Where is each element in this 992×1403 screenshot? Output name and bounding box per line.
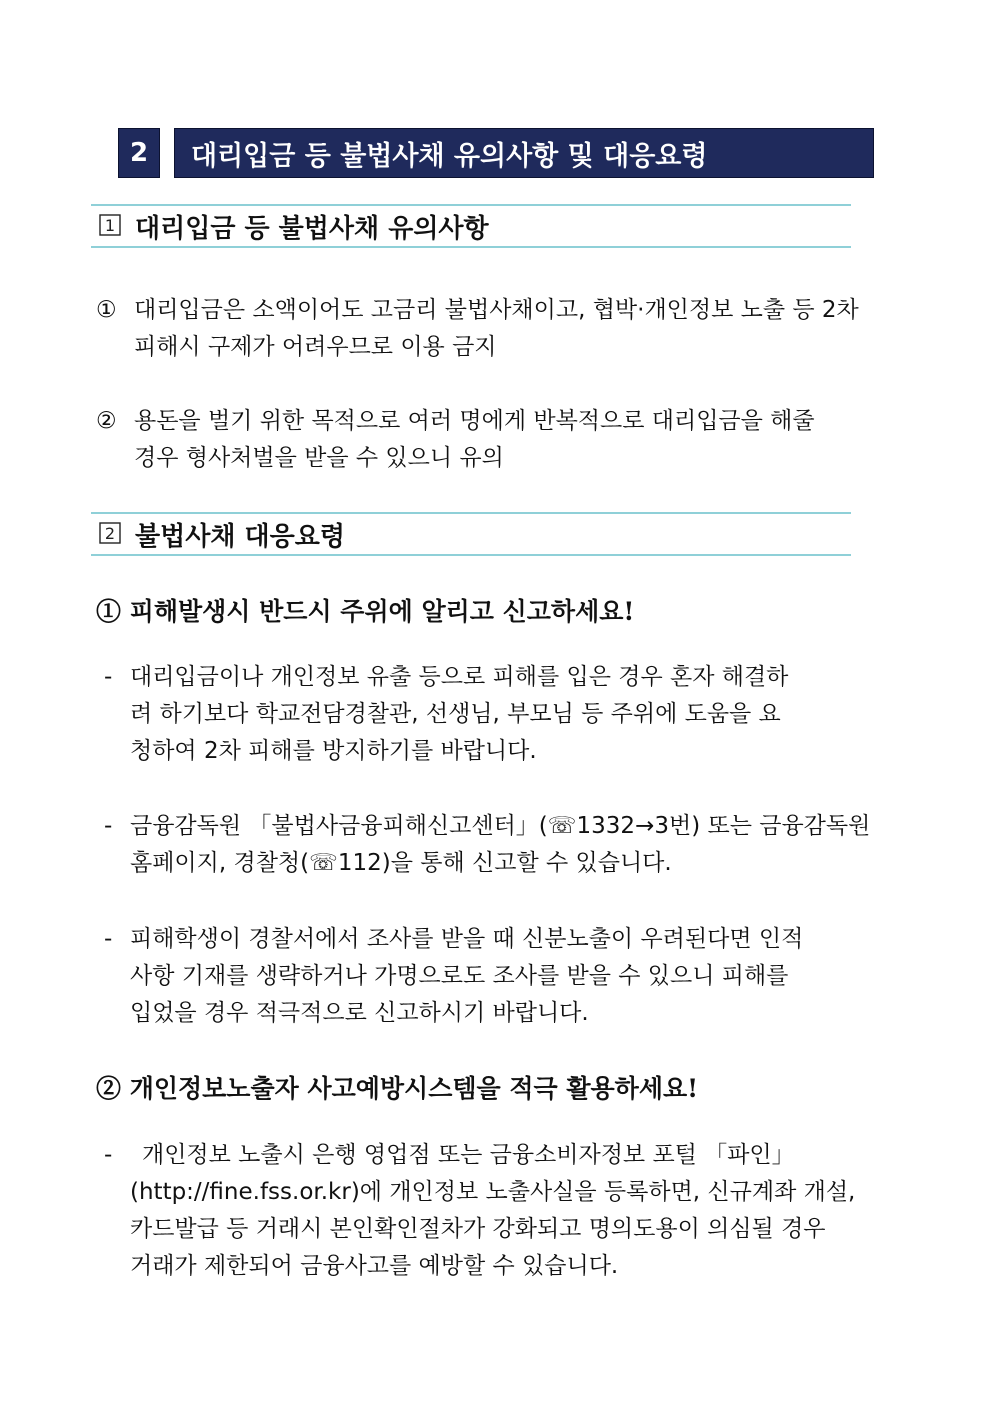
bullet-text-line: 대리입금이나 개인정보 유출 등으로 피해를 입은 경우 혼자 해결하	[130, 664, 789, 690]
item-text-line: 경우 형사처벌을 받을 수 있으니 유의	[134, 445, 504, 471]
section-title: 대리입금 등 불법사채 유의사항	[135, 213, 489, 244]
bullet-item	[104, 808, 920, 882]
section-heading-2	[91, 512, 851, 556]
chapter-number: 2	[118, 128, 160, 178]
bullet-text-line: (http://fine.fss.or.kr)에 개인정보 노출사실을 등록하면, 신규계좌 개설,	[130, 1179, 856, 1205]
bullet-text-line: 홈페이지, 경찰청(☏112)을 통해 신고할 수 있습니다.	[130, 850, 672, 876]
bullet-text-line: 개인정보 노출시 은행 영업점 또는 금융소비자정보 포털 「파인」	[142, 1142, 795, 1168]
bullet-text-line: 입었을 경우 적극적으로 신고하시기 바랍니다.	[130, 1000, 589, 1026]
svg-text:1: 1	[104, 215, 116, 235]
chapter-title: 대리입금 등 불법사채 유의사항 및 대응요령	[174, 128, 874, 178]
subheading-prevention: ② 개인정보노출자 사고예방시스템을 적극 활용하세요!	[96, 1074, 699, 1103]
item-text-line: 피해시 구제가 어려우므로 이용 금지	[134, 334, 497, 360]
item-marker: ①	[96, 297, 117, 323]
bullet-item	[104, 659, 920, 770]
caution-item	[96, 403, 920, 477]
bullet-text-line: 청하여 2차 피해를 방지하기를 바랍니다.	[130, 738, 537, 764]
section-marker-icon	[99, 522, 121, 547]
bullet-dash: -	[104, 813, 113, 839]
svg-text:2: 2	[104, 523, 116, 543]
bullet-text-line: 피해학생이 경찰서에서 조사를 받을 때 신분노출이 우려된다면 인적	[130, 926, 804, 952]
section-heading-1	[91, 204, 851, 248]
bullet-text-line: 사항 기재를 생략하거나 가명으로도 조사를 받을 수 있으니 피해를	[130, 963, 789, 989]
caution-item	[96, 292, 920, 366]
bullet-text-line: 거래가 제한되어 금융사고를 예방할 수 있습니다.	[130, 1253, 619, 1279]
bullet-dash: -	[104, 926, 113, 952]
bullet-dash: -	[104, 664, 113, 690]
item-text-line: 용돈을 벌기 위한 목적으로 여러 명에게 반복적으로 대리입금을 해줄	[134, 408, 815, 434]
bullet-text-line: 카드발급 등 거래시 본인확인절차가 강화되고 명의도용이 의심될 경우	[130, 1216, 826, 1242]
bullet-dash: -	[104, 1142, 113, 1168]
section-title: 불법사채 대응요령	[135, 521, 345, 552]
subheading-report: ① 피해발생시 반드시 주위에 알리고 신고하세요!	[96, 597, 635, 626]
bullet-item	[104, 921, 920, 1032]
bullet-text-line: 금융감독원 「불법사금융피해신고센터」(☏1332→3번) 또는 금융감독원	[130, 813, 871, 839]
section-marker-icon	[99, 214, 121, 239]
item-text-line: 대리입금은 소액이어도 고금리 불법사채이고, 협박·개인정보 노출 등 2차	[134, 297, 859, 323]
bullet-item	[104, 1137, 920, 1285]
bullet-text-line: 려 하기보다 학교전담경찰관, 선생님, 부모님 등 주위에 도움을 요	[130, 701, 781, 727]
item-marker: ②	[96, 408, 117, 434]
